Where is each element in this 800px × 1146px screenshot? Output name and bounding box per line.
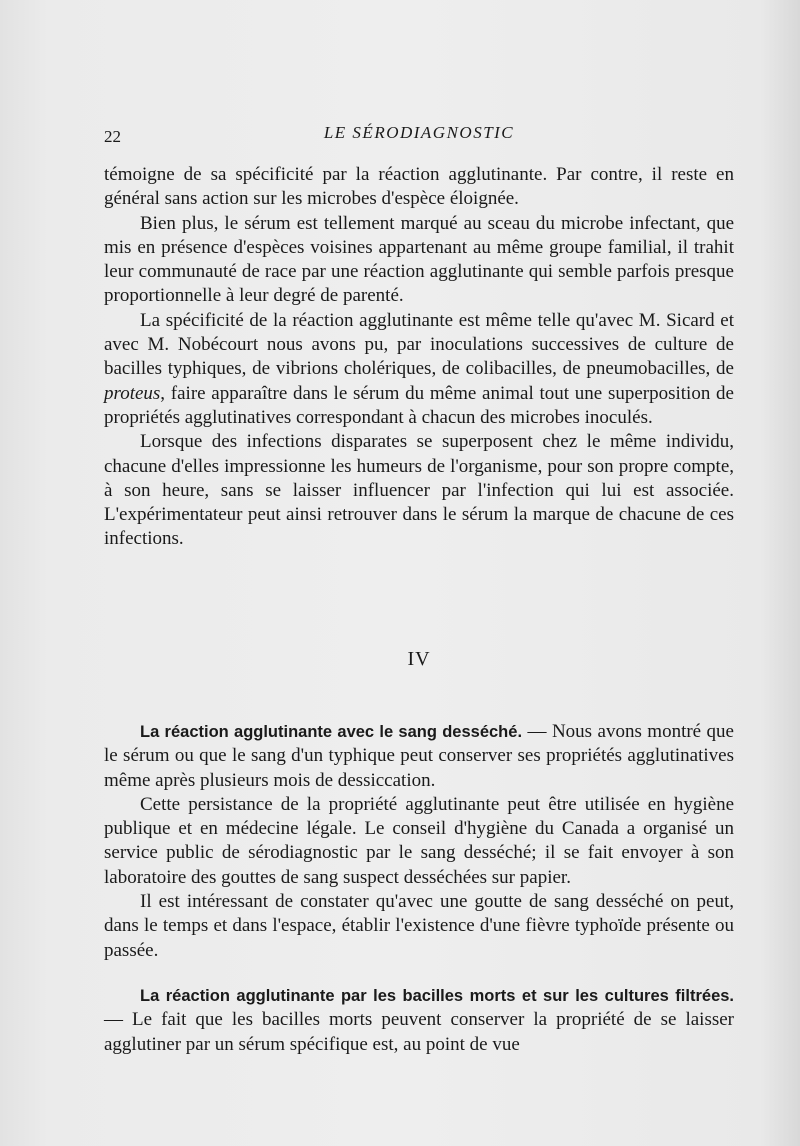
- paragraph-text: La spécificité de la réaction agglutinante est même telle qu'avec M. Sicard et avec M. Nobécourt nous avons pu, par inoculations successives de culture de bacilles typhiques, de vibrions cholériques, de colibacilles, de pneumobacilles, de: [104, 309, 734, 380]
- italic-term: proteus: [104, 382, 161, 404]
- paragraph-continuation: témoigne de sa spécificité par la réaction agglutinante. Par contre, il reste en général sans action sur les microbes d'espèce éloignée.: [104, 164, 734, 210]
- page-number: 22: [104, 127, 121, 146]
- paragraph-dead-bacilli: [104, 984, 734, 1057]
- paragraph-specificity: Bien plus, le sérum est tellement marqué au sceau du microbe infectant, que mis en présence d'espèces voisines appartenant au même groupe familial, il trahit leur communauté de race par une réaction agglutinante qui semble parfois presque proportionnelle à leur degré de parenté.: [104, 212, 734, 307]
- bottom-text-block: [104, 720, 734, 1057]
- paragraph-dried-blood: [104, 720, 734, 793]
- paragraph-public-hygiene: Cette persistance de la propriété agglutinante peut être utilisée en hygiène publique et en médecine légale. Le conseil d'hygiène du Canada a organisé un service public de sérodiagnostic par le sang desséché; il se fait envoyer à son laboratoire des gouttes de sang suspect desséchées sur papier.: [104, 793, 734, 888]
- running-title: LE SÉRODIAGNOSTIC: [323, 123, 515, 142]
- paragraph-drop-of-blood: Il est intéressant de constater qu'avec une goutte de sang desséché on peut, dans le temps et dans l'espace, établir l'existence d'une fièvre typhoïde présente ou passée.: [104, 891, 734, 961]
- section-number: IV: [407, 648, 431, 670]
- top-text-block: [104, 163, 734, 552]
- page-header: [104, 123, 734, 147]
- section-heading: La réaction agglutinante avec le sang desséché.: [140, 723, 523, 741]
- paragraph-text: — Nous avons montré que le sérum ou que le sang d'un typhique peut conserver ses propriétés agglutinatives même après plusieurs mois de dessiccation.: [104, 721, 734, 791]
- paragraph-infections: Lorsque des infections disparates se superposent chez le même individu, chacune d'elles impressionne les humeurs de l'organisme, pour son propre compte, à son heure, sans se laisser influencer par l'infection qui lui est associée. L'expérimentateur peut ainsi retrouver dans le sérum la marque de chacune de ces infections.: [104, 431, 734, 550]
- paragraph-superposition: [104, 309, 734, 430]
- paragraph-text: , faire apparaître dans le sérum du même animal tout une superposition de propriétés agglutinatives correspondant à chacun des microbes inoculés.: [104, 382, 734, 428]
- paragraph-text: — Le fait que les bacilles morts peuvent conserver la propriété de se laisser agglutiner par un sérum spécifique est, au point de vue: [104, 1009, 734, 1055]
- section-heading: La réaction agglutinante par les bacilles morts et sur les cultures filtrées.: [140, 986, 734, 1005]
